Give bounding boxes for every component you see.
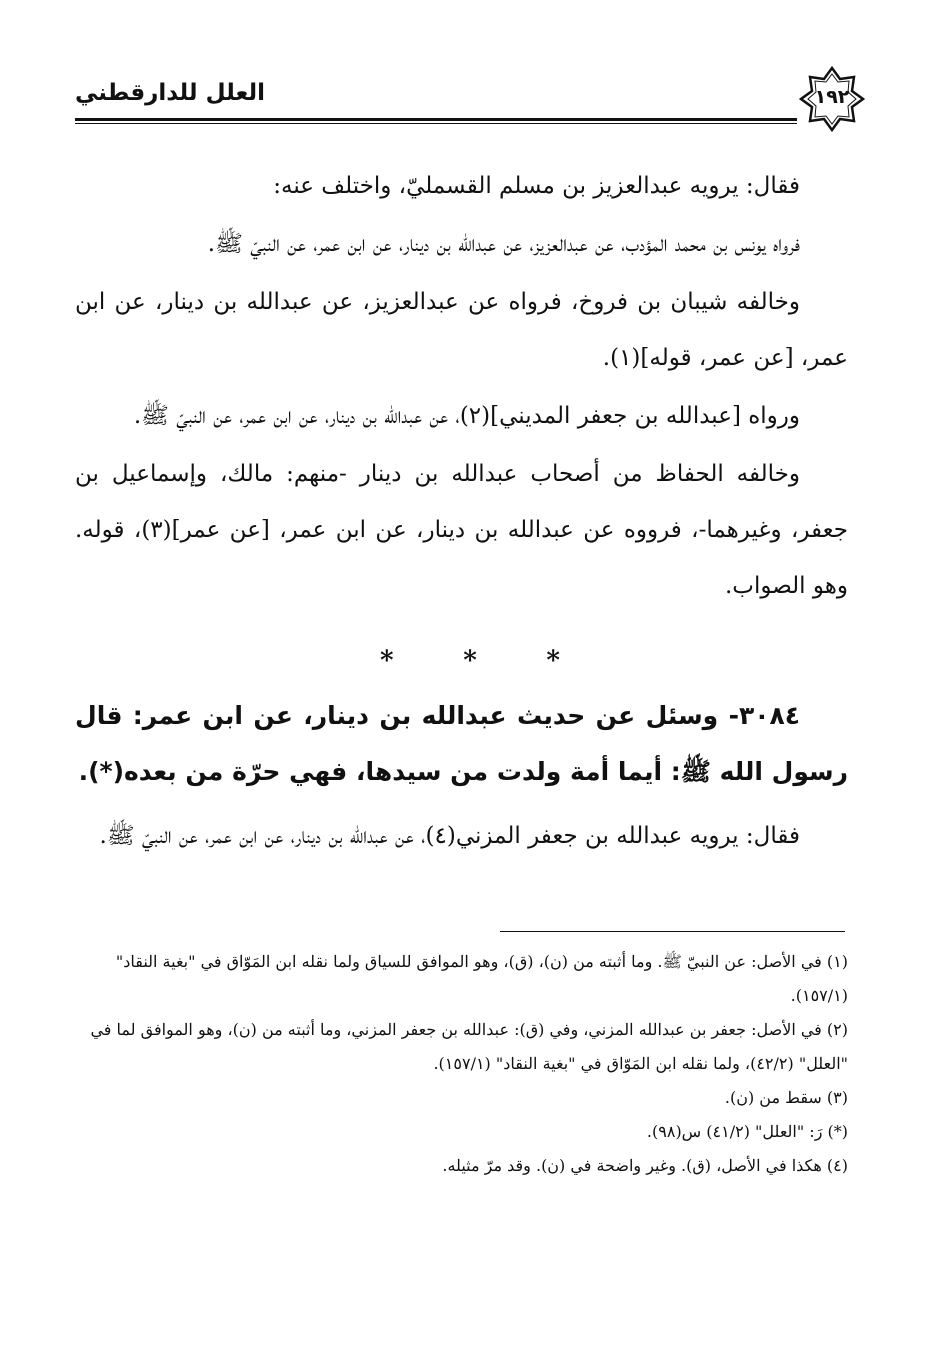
running-title: العلل للدارقطني [75, 80, 265, 106]
paragraph-1: فقال: يرويه عبدالعزيز بن مسلم القسمليّ، واختلف عنه: [273, 173, 800, 199]
header-rule [75, 118, 797, 121]
main-text-block-2 [75, 688, 848, 864]
page-number: ١٩٢ [814, 86, 850, 108]
paragraph-3: وخالفه شيبان بن فروخ، فرواه عن عبدالعزيز، عن عبدالله بن دينار، عن ابن عمر، [عن عمر، قوله](١). [75, 289, 848, 371]
paragraph-6: فقال: يرويه عبدالله بن جعفر المزني(٤)، عن عبدالله بن دينار، عن ابن عمر، عن النبيّ ﷺ. [99, 823, 800, 849]
footnotes [75, 945, 848, 1183]
paragraph-5: وخالفه الحفاظ من أصحاب عبدالله بن دينار -منهم: مالك، وإسماعيل بن جعفر، وغيرهما-، فرووه عن عبدالله بن دينار، عن ابن عمر، [عن عمر](٣)، قوله. وهو الصواب. [75, 461, 848, 599]
question-heading: ٣٠٨٤- وسئل عن حديث عبدالله بن دينار، عن ابن عمر: قال رسول الله ﷺ: أيما أمة ولدت من سيدها، فهي حرّة من بعده(*). [75, 701, 848, 786]
main-text-block-1 [75, 158, 848, 614]
header-rule-thin [75, 123, 797, 124]
section-separator [380, 646, 560, 676]
footnote-2: (٢) في الأصل: جعفر بن عبدالله المزني، وفي (ق): عبدالله بن جعفر المزني، وما أثبته من (ن)، وهو الموافق لما في "العلل" (٤٢/٢)، ولما نقله ابن المَوّاق في "بغية النقاد" (١٥٧/١). [90, 1020, 848, 1073]
footnote-1: (١) في الأصل: عن النبيّ ﷺ. وما أثبته من (ن)، (ق)، وهو الموافق للسياق ولما نقله ابن المَوّاق في "بغية النقاد" (١٥٧/١). [115, 952, 848, 1005]
paragraph-4: ورواه [عبدالله بن جعفر المديني](٢)، عن عبدالله بن دينار، عن ابن عمر، عن النبيّ ﷺ. [133, 403, 800, 429]
footnote-4: (٤) هكذا في الأصل، (ق). وغير واضحة في (ن). وقد مرّ مثيله. [442, 1156, 848, 1175]
separator-star: * [380, 646, 394, 676]
footnote-3: (٣) سقط من (ن). [724, 1088, 848, 1107]
page-number-badge [799, 66, 865, 132]
footnote-star: (*) رَ: "العلل" (٤١/٢) س(٩٨). [646, 1122, 848, 1141]
separator-star: * [546, 646, 560, 676]
paragraph-2: فرواه يونس بن محمد المؤدب، عن عبدالعزيز، عن عبدالله بن دينار، عن ابن عمر، عن النبيّ ﷺ. [207, 231, 800, 257]
page-header [75, 66, 865, 136]
separator-star: * [463, 646, 477, 676]
footnote-rule [500, 931, 845, 932]
